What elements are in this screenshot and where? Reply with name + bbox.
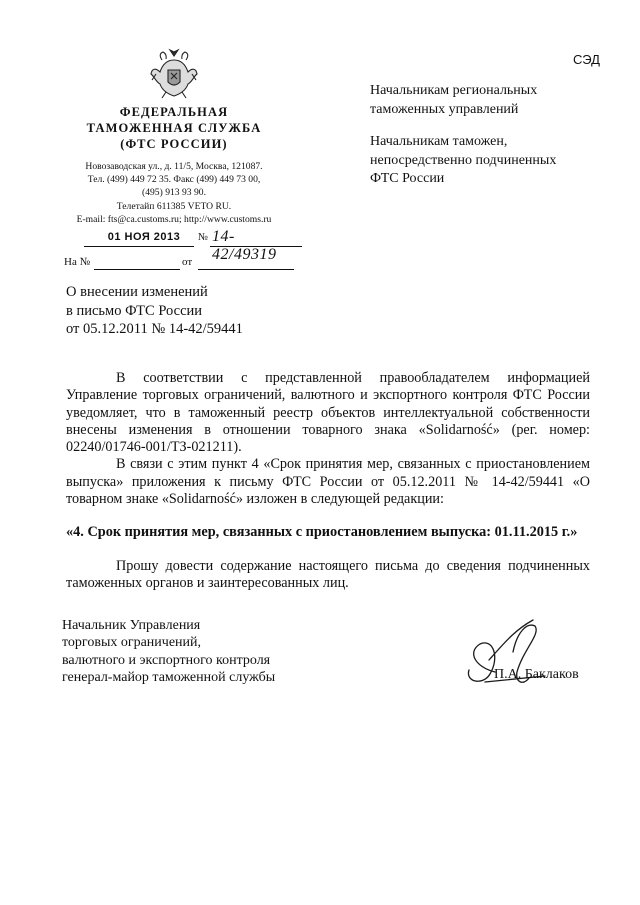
body-paragraph-1: В соответствии с представленной правообладателем информацией Управление торговых ограничений, валютного и экспортного контроля ФТС России уведомляет, что в таможенный реестр объектов интеллектуальной собственности внесены изменения в отношении товарного знака «Solidarność» (рег. номер: 02240/01746-001/ТЗ-021211). [66, 370, 590, 456]
signer-title-line-3: валютного и экспортного контроля [62, 652, 271, 668]
reference-date-blank [198, 269, 294, 270]
body-paragraph-2: В связи с этим пункт 4 «Срок принятия мер, связанных с приостановлением выпуска» приложения к письму ФТС России от 05.12.2011 № 14-42/59441 «О товарном знаке «Solidarność» изложен в следующей редакции: [66, 456, 590, 508]
subject-line-3: от 05.12.2011 № 14-42/59441 [66, 321, 243, 337]
sender-telex: Телетайп 611385 VETO RU. [116, 200, 232, 212]
sender-contacts [62, 160, 286, 226]
number-label: № [198, 232, 209, 243]
signer-title-line-4: генерал-майор таможенной службы [62, 670, 276, 686]
sed-stamp: СЭД [573, 52, 600, 67]
reference-label: На № [64, 256, 91, 268]
letter-subject [66, 283, 326, 339]
body-paragraph-request: Прошу довести содержание настоящего письма до сведения подчиненных таможенных органов и заинтересованных лиц. [66, 557, 590, 591]
org-line-2: ТАМОЖЕННАЯ СЛУЖБА [86, 121, 262, 135]
sender-email-web: E-mail: fts@ca.customs.ru; http://www.customs.ru [76, 213, 272, 225]
sender-phone-2: (495) 913 93 90. [142, 187, 206, 199]
signer-title [62, 617, 322, 687]
recipient-line-3: Начальникам таможен, [370, 134, 508, 149]
sender-address: Новозаводская ул., д. 11/5, Москва, 121087. [85, 161, 263, 172]
org-line-3: (ФТС РОССИИ) [120, 137, 228, 151]
letter-body [66, 370, 590, 592]
sender-organization [62, 104, 286, 152]
recipient-line-1: Начальникам региональных [370, 83, 538, 98]
registration-date: 01 НОЯ 2013 [107, 231, 181, 243]
recipients-block [370, 82, 600, 189]
reference-number-blank [94, 269, 180, 270]
signer-title-line-1: Начальник Управления [62, 618, 201, 633]
subject-line-2: в письмо ФТС России [66, 302, 203, 319]
recipient-line-5: ФТС России [370, 171, 445, 186]
sender-phone-fax: Тел. (499) 449 72 35. Факс (499) 449 73 00, [87, 174, 261, 186]
registration-number: 14-42/49319 [212, 228, 277, 263]
reference-from-label: от [182, 256, 193, 268]
number-underline [210, 246, 302, 247]
reference-line [62, 256, 298, 272]
org-line-1: ФЕДЕРАЛЬНАЯ [119, 105, 229, 119]
signer-title-line-2: торговых ограничений, [62, 635, 202, 651]
handwritten-signature [445, 612, 565, 698]
body-paragraph-amendment: «4. Срок принятия мер, связанных с приостановлением выпуска: 01.11.2015 г.» [66, 524, 578, 541]
recipient-line-4: непосредственно подчиненных [370, 152, 557, 168]
recipient-line-2: таможенных управлений [370, 101, 519, 117]
date-underline [84, 246, 194, 247]
signer-name: П.А. Баклаков [494, 667, 579, 682]
subject-line-1: О внесении изменений [66, 284, 208, 300]
coat-of-arms-emblem [148, 46, 200, 102]
